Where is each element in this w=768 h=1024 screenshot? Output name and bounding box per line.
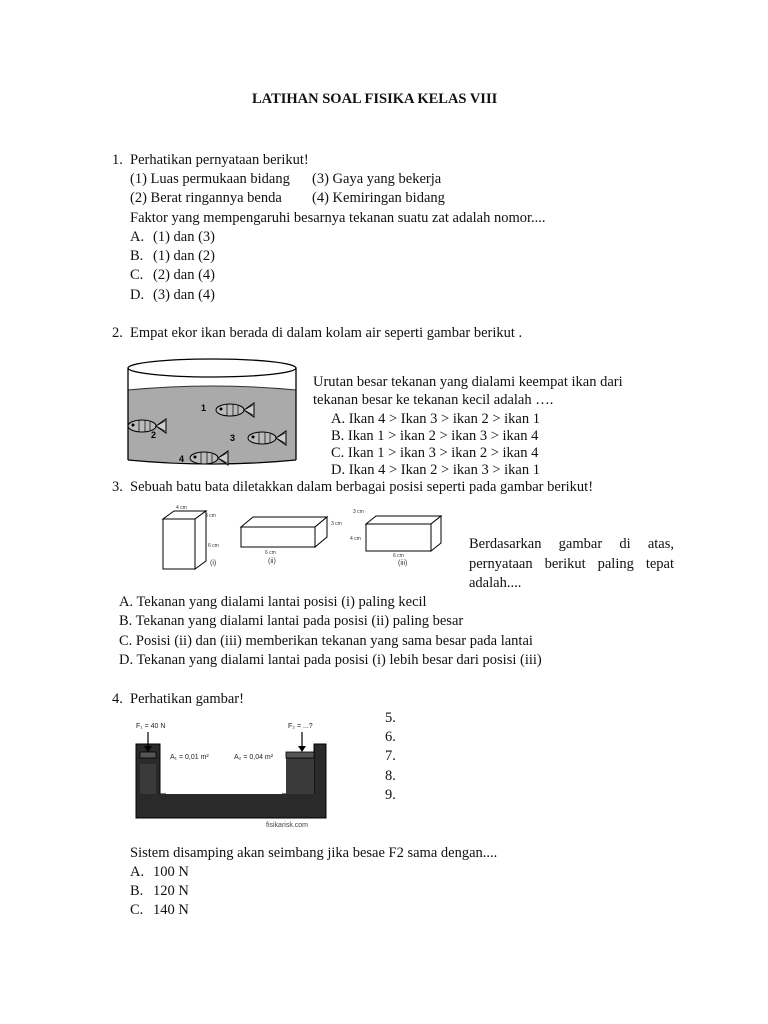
- force-label: F₁ = 40 N: [136, 723, 166, 730]
- numbering: 7.: [385, 748, 396, 764]
- question-number: 3.: [112, 479, 123, 495]
- option: C. Posisi (ii) dan (iii) memberikan tekanan yang sama besar pada lantai: [119, 633, 533, 649]
- brick-standing: [163, 511, 206, 569]
- option-text: (1) dan (2): [153, 248, 216, 264]
- dimension-label: 3 cm: [331, 521, 342, 527]
- statement: (3) Gaya yang bekerja: [312, 171, 442, 187]
- brick-side: [366, 516, 441, 551]
- question-text: Urutan besar tekanan yang dialami keempat ikan dari: [313, 374, 623, 390]
- position-label: (ii): [268, 558, 276, 565]
- dimension-label: 6 cm: [265, 550, 276, 556]
- option: B. Tekanan yang dialami lantai pada posisi (ii) paling besar: [119, 613, 464, 629]
- fish-label: 1: [201, 403, 207, 413]
- question-number: 2.: [112, 325, 123, 341]
- statement: (4) Kemiringan bidang: [312, 190, 445, 206]
- question-stem: Perhatikan gambar!: [130, 691, 244, 707]
- option-letter: A.: [130, 864, 145, 880]
- option-text: (1) dan (3): [153, 229, 216, 245]
- question-number: 4.: [112, 691, 123, 707]
- question-text: Faktor yang mempengaruhi besarnya tekanan suatu zat adalah nomor....: [130, 210, 546, 226]
- dimension-label: 4 cm: [350, 536, 361, 542]
- statement: (2) Berat ringannya benda: [130, 190, 282, 206]
- numbering: 5.: [385, 710, 396, 726]
- option-letter: C.: [130, 267, 144, 283]
- question-text: Sistem disamping akan seimbang jika besae F2 sama dengan....: [130, 845, 498, 861]
- large-piston: [286, 752, 314, 758]
- option-text: 100 N: [153, 864, 189, 880]
- dimension-label: 3 cm: [353, 509, 364, 515]
- option-letter: B.: [130, 248, 144, 264]
- page-title: LATIHAN SOAL FISIKA KELAS VIII: [252, 91, 498, 107]
- fish-pond-figure: [118, 356, 308, 472]
- numbering: 6.: [385, 729, 396, 745]
- dimension-label: 3 cm: [205, 513, 216, 519]
- option: A. Ikan 4 > Ikan 3 > ikan 2 > ikan 1: [331, 411, 540, 427]
- pond-rim: [128, 359, 296, 377]
- brick-figure: [155, 503, 455, 573]
- fish-label: 2: [151, 430, 157, 440]
- position-label: (iii): [398, 560, 408, 567]
- question-stem: Sebuah batu bata diletakkan dalam berbagai posisi seperti pada gambar berikut!: [130, 479, 594, 495]
- area-label: A₁ = 0,01 m²: [170, 754, 209, 761]
- dimension-label: 6 cm: [208, 543, 219, 549]
- small-piston: [140, 752, 156, 758]
- hydraulic-figure: [130, 718, 342, 830]
- option-letter: B.: [130, 883, 144, 899]
- question-number: 1.: [112, 152, 123, 168]
- option-letter: D.: [130, 287, 145, 303]
- numbering: 8.: [385, 768, 396, 784]
- option-text: 120 N: [153, 883, 189, 899]
- position-label: (i): [210, 560, 217, 567]
- option-letter: A.: [130, 229, 145, 245]
- fish-label: 4: [179, 454, 185, 464]
- watermark: fisikarisk.com: [266, 822, 309, 829]
- force-label: F₂ = ...?: [288, 723, 313, 730]
- option: D. Ikan 4 > Ikan 2 > ikan 3 > ikan 1: [331, 462, 540, 478]
- option-text: (2) dan (4): [153, 267, 216, 283]
- numbering: 9.: [385, 787, 396, 803]
- statement: (1) Luas permukaan bidang: [130, 171, 290, 187]
- question-stem: Empat ekor ikan berada di dalam kolam air seperti gambar berikut .: [130, 325, 523, 341]
- option-text: 140 N: [153, 902, 189, 918]
- option-text: (3) dan (4): [153, 287, 216, 303]
- dimension-label: 4 cm: [176, 505, 187, 511]
- option: A. Tekanan yang dialami lantai posisi (i) paling kecil: [119, 594, 427, 610]
- area-label: A₂ = 0,04 m²: [234, 754, 274, 761]
- question-stem: Perhatikan pernyataan berikut!: [130, 152, 309, 168]
- question-text: tekanan besar ke tekanan kecil adalah ….: [313, 392, 554, 408]
- question-text: Berdasarkan gambar di atas, pernyataan berikut paling tepat adalah....: [469, 536, 674, 591]
- dimension-label: 6 cm: [393, 553, 404, 559]
- brick-lying: [241, 517, 327, 547]
- option: D. Tekanan yang dialami lantai pada posisi (i) lebih besar dari posisi (iii): [119, 652, 542, 668]
- option: C. Ikan 1 > ikan 3 > ikan 2 > ikan 4: [331, 445, 539, 461]
- option-letter: C.: [130, 902, 144, 918]
- option: B. Ikan 1 > ikan 2 > ikan 3 > ikan 4: [331, 428, 539, 444]
- fish-label: 3: [230, 433, 236, 443]
